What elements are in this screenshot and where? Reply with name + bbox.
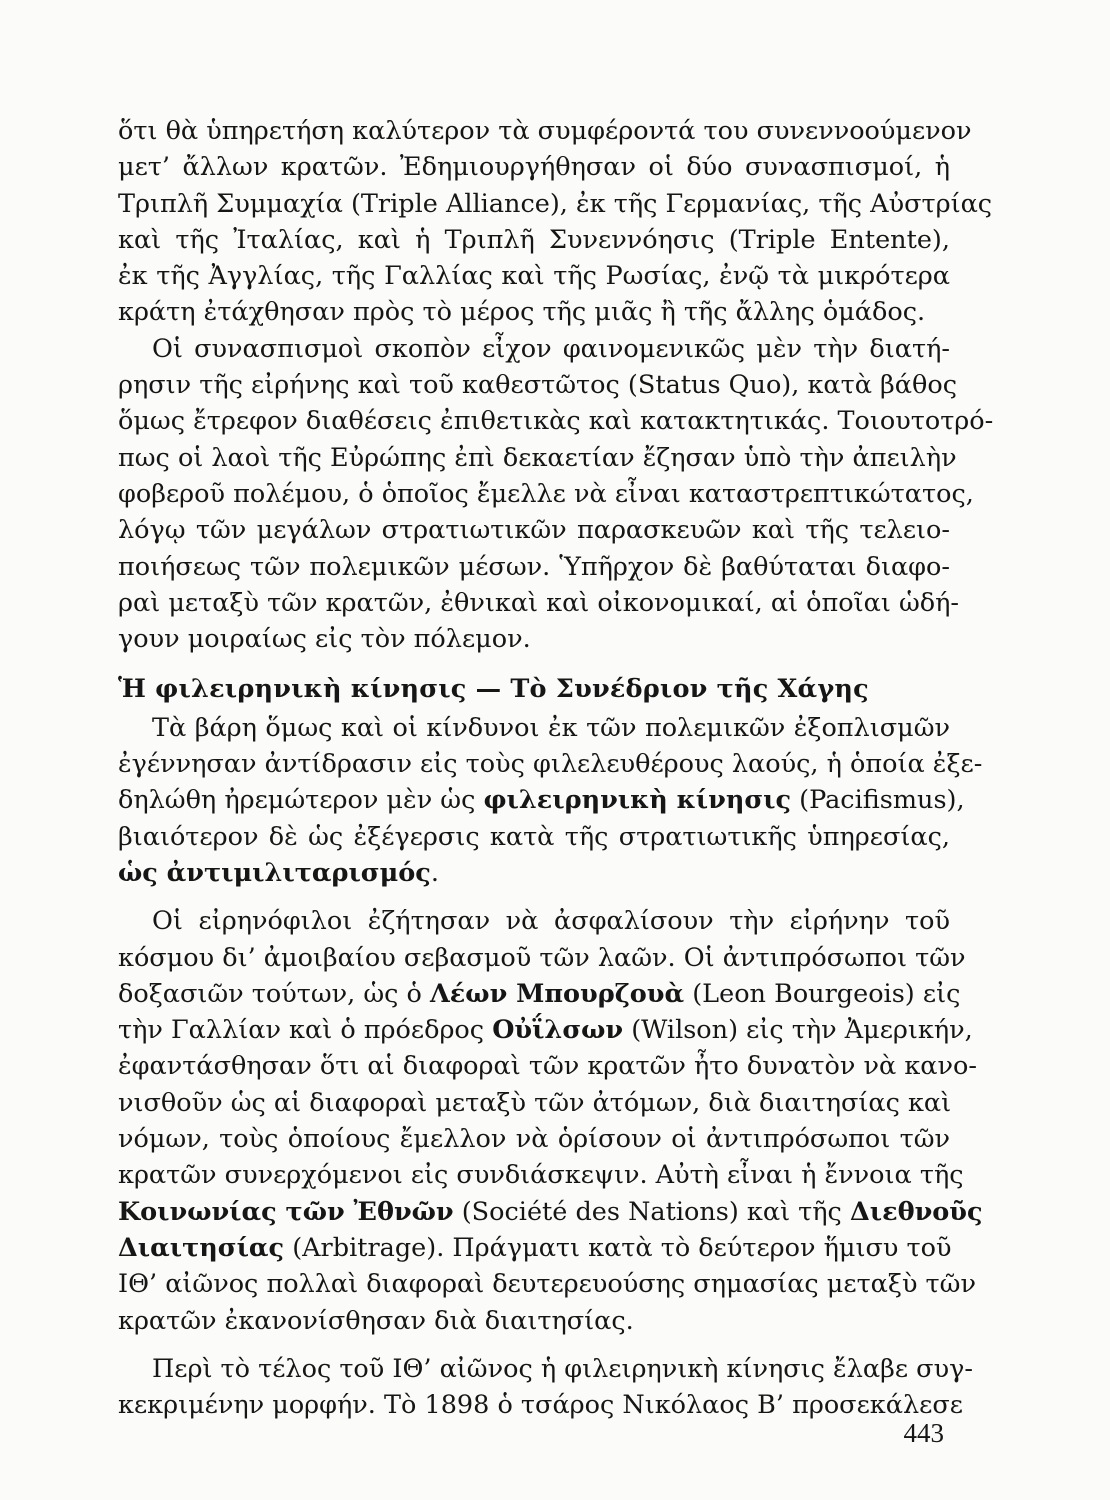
text-run: τὴν Γαλλίαν καὶ ὁ πρόεδρος	[118, 1015, 485, 1046]
text-run: (Arbitrage). Πράγματι κατὰ τὸ δεύτερον ἥμισυ τοῦ	[292, 1232, 952, 1263]
bold-name: Οὐΐλσων	[492, 1015, 624, 1046]
text-line: κρατῶν συνερχόμενοι εἰς συνδιάσκεψιν. Αὐτὴ εἶναι ἡ ἔννοια τῆς	[118, 1160, 964, 1191]
text-line: βιαιότερον δὲ ὡς ἐξέγερσις κατὰ τῆς στρατιωτικῆς ὑπηρεσίας,	[118, 821, 950, 852]
bold-name: Λέων Μπουρζουὰ	[430, 978, 685, 1009]
text-line: ραὶ μεταξὺ τῶν κρατῶν, ἐθνικαὶ καὶ οἰκονομικαί, αἱ ὁποῖαι ὡδή-	[118, 587, 959, 618]
page-number: 443	[903, 1418, 944, 1448]
text-line: κεκριμένην μορφήν. Τὸ 1898 ὁ τσάρος Νικόλαος Β’ προσεκάλεσε	[118, 1390, 963, 1421]
text-line: Τριπλῆ Συμμαχία (Triple Alliance), ἐκ τῆς Γερμανίας, τῆς Αὐστρίας	[118, 188, 993, 219]
bold-term: φιλειρηνικὴ κίνησις	[483, 785, 792, 816]
text-line: νισθοῦν ὡς αἱ διαφοραὶ μεταξὺ τῶν ἀτόμων, διὰ διαιτησίας καὶ	[118, 1087, 952, 1118]
text-line: μετ’ ἄλλων κρατῶν. Ἐδημιουργήθησαν οἱ δύο συνασπισμοί, ἡ	[118, 152, 950, 183]
text-run: (Pacifismus),	[799, 785, 965, 816]
text-line: Οἱ συνασπισμοὶ σκοπὸν εἶχον φαινομενικῶς μὲν τὴν διατή-	[152, 333, 950, 364]
bold-term: ὡς ἀντιμιλιταρισμός	[118, 857, 431, 888]
text-line: Οἱ εἰρηνόφιλοι ἐζήτησαν νὰ ἀσφαλίσουν τὴν εἰρήνην τοῦ	[152, 906, 950, 937]
text-line: λόγῳ τῶν μεγάλων στρατιωτικῶν παρασκευῶν καὶ τῆς τελειο-	[118, 515, 950, 546]
text-line	[118, 976, 961, 1012]
text-run: (Société des Nations) καὶ τῆς	[461, 1196, 842, 1227]
text-line: ρησιν τῆς εἰρήνης καὶ τοῦ καθεστῶτος (Status Quo), κατὰ βάθος	[118, 370, 958, 401]
text-line	[118, 1230, 950, 1266]
text-line: ἐγέννησαν ἀντίδρασιν εἰς τοὺς φιλελευθέρους λαούς, ἡ ὁποία ἐξε-	[118, 749, 983, 780]
text-line: γουν μοιραίως εἰς τὸν πόλεμον.	[118, 624, 531, 655]
text-line	[118, 1012, 973, 1048]
text-run: (Leon Bourgeois) εἰς	[692, 978, 961, 1009]
bold-term: Κοινωνίας τῶν Ἐθνῶν	[118, 1196, 454, 1227]
bold-term: Διεθνοῦς	[849, 1196, 983, 1227]
text-line: φοβεροῦ πολέμου, ὁ ὁποῖος ἔμελλε νὰ εἶναι καταστρεπτικώτατος,	[118, 478, 974, 509]
page-body	[118, 113, 994, 1423]
text-line: ΙΘ’ αἰῶνος πολλαὶ διαφοραὶ δευτερευούσης σημασίας μεταξὺ τῶν	[118, 1269, 976, 1300]
section-heading: Ἡ φιλειρηνικὴ κίνησις — Τὸ Συνέδριον τῆς Χάγης	[118, 674, 869, 705]
text-line: καὶ τῆς Ἰταλίας, καὶ ἡ Τριπλῆ Συνεννόησις (Triple Entente),	[118, 224, 950, 255]
text-run: .	[430, 857, 439, 888]
text-line: Τὰ βάρη ὅμως καὶ οἱ κίνδυνοι ἐκ τῶν πολεμικῶν ἐξοπλισμῶν	[152, 712, 950, 743]
text-line	[118, 1194, 983, 1230]
text-line: πως οἱ λαοὶ τῆς Εὐρώπης ἐπὶ δεκαετίαν ἔζησαν ὑπὸ τὴν ἀπειλὴν	[118, 442, 957, 473]
text-line: ἐκ τῆς Ἀγγλίας, τῆς Γαλλίας καὶ τῆς Ρωσίας, ἐνῷ τὰ μικρότερα	[118, 261, 950, 292]
text-line	[118, 855, 950, 891]
text-line: ἐφαντάσθησαν ὅτι αἱ διαφοραὶ τῶν κρατῶν ἦτο δυνατὸν νὰ κανο-	[118, 1051, 977, 1082]
text-line: κόσμου δι’ ἀμοιβαίου σεβασμοῦ τῶν λαῶν. Οἱ ἀντιπρόσωποι τῶν	[118, 942, 966, 973]
text-line: κράτη ἐτάχθησαν πρὸς τὸ μέρος τῆς μιᾶς ἢ τῆς ἄλλης ὁμάδος.	[118, 297, 926, 328]
text-line: ποιήσεως τῶν πολεμικῶν μέσων. Ὑπῆρχον δὲ βαθύταται διαφο-	[118, 551, 950, 582]
text-run: δοξασιῶν τούτων, ὡς ὁ	[118, 978, 422, 1009]
text-line: ὅμως ἔτρεφον διαθέσεις ἐπιθετικὰς καὶ κατακτητικάς. Τοιουτοτρό-	[118, 406, 994, 437]
text-line: κρατῶν ἐκανονίσθησαν διὰ διαιτησίας.	[118, 1305, 634, 1336]
text-line: Περὶ τὸ τέλος τοῦ ΙΘ’ αἰῶνος ἡ φιλειρηνικὴ κίνησις ἔλαβε συγ-	[152, 1353, 973, 1384]
text-line: νόμων, τοὺς ὁποίους ἔμελλον νὰ ὁρίσουν οἱ ἀντιπρόσωποι τῶν	[118, 1124, 950, 1155]
text-run: (Wilson) εἰς τὴν Ἀμερικήν,	[631, 1015, 973, 1046]
bold-term: Διαιτησίας	[118, 1232, 285, 1263]
text-line	[118, 782, 965, 818]
text-line: ὅτι θὰ ὑπηρετήση καλύτερον τὰ συμφέροντά του συνεννοούμενον	[118, 116, 972, 146]
text-run: δηλώθη ἠρεμώτερον μὲν ὡς	[118, 785, 476, 816]
